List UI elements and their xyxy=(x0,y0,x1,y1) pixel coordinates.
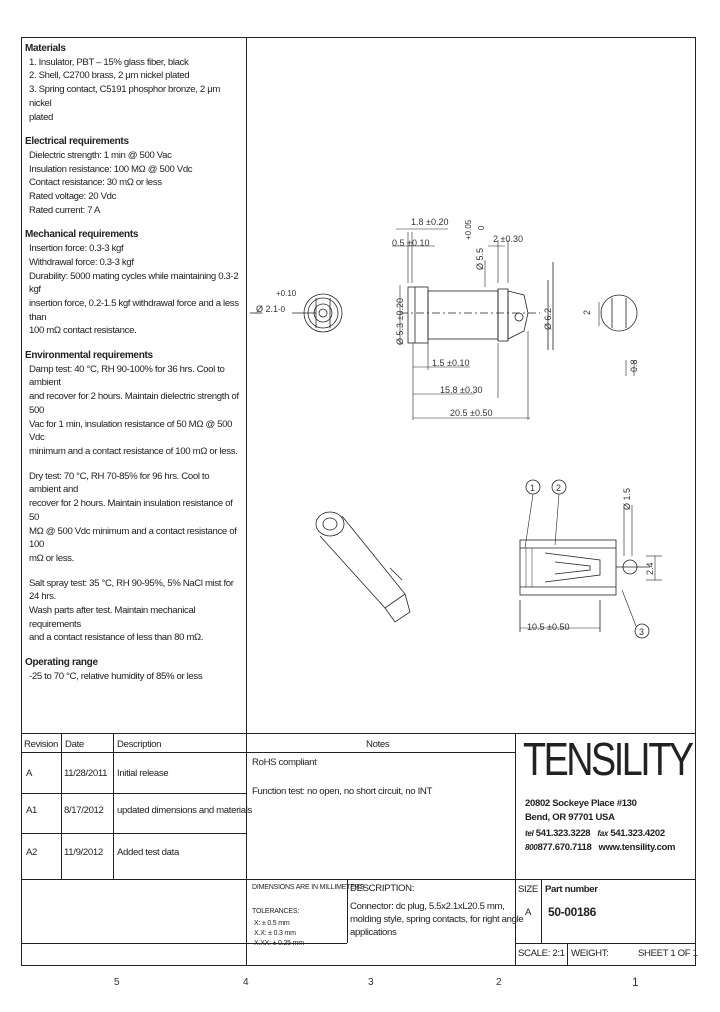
size-value: A xyxy=(525,907,532,918)
tel-label: tel xyxy=(525,829,534,838)
env-line: MΩ @ 500 Vdc minimum and a contact resistance of 100 xyxy=(29,525,237,551)
description-line: applications xyxy=(350,927,397,938)
part-number-value: 50-00186 xyxy=(548,905,596,919)
tolerance-line: X: ± 0.5 mm xyxy=(254,920,290,927)
dim-d55-tol-bot: 0 xyxy=(477,225,486,230)
revision-row-rev: A1 xyxy=(26,805,38,816)
dim-c-d15: Ø 1.5 xyxy=(622,487,632,510)
dimensions-note: DIMENSIONS ARE IN MILLIMETERS xyxy=(252,884,365,891)
fax-label: fax xyxy=(597,829,608,838)
materials-heading: Materials xyxy=(25,43,66,54)
env-line: Dry test: 70 °C, RH 70-85% for 96 hrs. Cool to ambient and xyxy=(29,470,210,496)
border-number-4: 4 xyxy=(243,977,249,988)
electrical-heading: Electrical requirements xyxy=(25,136,129,148)
company-address-line-2: Bend, OR 97701 USA xyxy=(525,812,615,823)
description-header: Description xyxy=(117,739,162,750)
dim-d53: Ø 5.3 ±0.20 xyxy=(395,298,405,345)
description-line: Connector: dc plug, 5.5x2.1xL20.5 mm, xyxy=(350,901,505,912)
revision-row-date: 8/17/2012 xyxy=(64,805,104,816)
dim-d15: 1.5 ±0.10 xyxy=(432,358,470,368)
mechanical-item: Insertion force: 0.3-3 kgf xyxy=(29,243,124,255)
env-line: Salt spray test: 35 °C, RH 90-95%, 5% NaCl mist for 24 hrs. xyxy=(29,577,234,603)
mechanical-item: Withdrawal force: 0.3-3 kgf xyxy=(29,256,134,268)
border-number-1: 1 xyxy=(632,975,639,989)
border-number-5: 5 xyxy=(114,977,120,988)
scale-value: SCALE: 2:1 xyxy=(518,948,565,959)
description-label: DESCRIPTION: xyxy=(350,883,415,894)
electrical-item: Insulation resistance: 100 MΩ @ 500 Vdc xyxy=(29,163,193,175)
mechanical-heading: Mechanical requirements xyxy=(25,229,139,241)
toll-label: 800 xyxy=(525,843,538,852)
weight-label: WEIGHT: xyxy=(571,948,609,959)
environmental-heading: Environmental requirements xyxy=(25,350,153,362)
operating-item: -25 to 70 °C, relative humidity of 85% or less xyxy=(29,670,203,682)
revision-row-rev: A2 xyxy=(26,847,38,858)
note-function-test: Function test: no open, no short circuit, no INT xyxy=(252,786,432,797)
company-logo: TENSILITY xyxy=(523,733,692,785)
part-number-label: Part number xyxy=(545,884,598,895)
company-address-line-1: 20802 Sockeye Place #130 xyxy=(525,798,637,809)
dim-d21: Ø 2.1 xyxy=(256,304,279,314)
material-item: 2. Shell, C2700 brass, 2 μm nickel plated xyxy=(29,70,190,82)
cross-section-view xyxy=(520,480,662,638)
dim-d55: Ø 5.5 xyxy=(475,247,485,270)
isometric-view xyxy=(316,512,410,622)
mechanical-item: Durability: 5000 mating cycles while maintaining 0.3-2 kgf xyxy=(29,270,239,296)
revision-row-date: 11/9/2012 xyxy=(64,847,103,858)
mechanical-item: insertion force, 0.2-1.5 kgf withdrawal force and a less than xyxy=(29,297,239,323)
dim-d158: 15.8 ±0.30 xyxy=(440,385,483,395)
callout-1: 1 xyxy=(530,483,536,493)
dim-d62: Ø 6.2 xyxy=(543,307,553,330)
env-line: and a contact resistance of less than 80 mΩ. xyxy=(29,632,204,644)
dim-d18: 1.8 ±0.20 xyxy=(411,217,449,227)
env-line: Wash parts after test. Maintain mechanical requirements xyxy=(29,605,196,630)
dim-d21-tol-bot: -0 xyxy=(278,305,286,314)
description-line: molding style, spring contacts, for right angle xyxy=(350,914,524,925)
electrical-item: Rated current: 7 A xyxy=(29,204,101,216)
material-item: plated xyxy=(29,111,54,123)
dim-d21-tol-top: +0.10 xyxy=(276,289,297,298)
fax-number: 541.323.4202 xyxy=(610,828,665,839)
dimension-labels xyxy=(114,217,655,989)
env-line: Vac for 1 min, insulation resistance of 50 MΩ @ 500 Vdc xyxy=(29,418,233,444)
notes-header: Notes xyxy=(366,739,390,750)
tolerance-line: X.XX: ± 0.25 mm xyxy=(254,940,304,947)
dim-d205: 20.5 ±0.50 xyxy=(450,408,493,418)
electrical-item: Contact resistance: 30 mΩ or less xyxy=(29,177,162,189)
revision-row-desc: Added test data xyxy=(117,847,179,858)
operating-heading: Operating range xyxy=(25,657,98,669)
mechanical-item: 100 mΩ contact resistance. xyxy=(29,325,137,337)
border-number-3: 3 xyxy=(368,977,374,988)
toll-number: 877.670.7118 xyxy=(537,842,592,853)
size-label: SIZE xyxy=(518,884,538,895)
material-item: 3. Spring contact, C5191 phosphor bronze, 2 μm nickel xyxy=(29,84,221,109)
env-line: and recover for 2 hours. Maintain dielectric strength of 500 xyxy=(29,391,239,416)
revision-row-date: 11/28/2011 xyxy=(64,768,108,779)
company-web-line xyxy=(525,842,675,853)
side-view xyxy=(400,262,553,350)
dim-c-24: 2.4 xyxy=(645,562,655,575)
electrical-item: Rated voltage: 20 Vdc xyxy=(29,191,117,203)
revision-header: Revision xyxy=(24,739,58,750)
env-line: minimum and a contact resistance of 100 mΩ or less. xyxy=(29,445,238,457)
dim-c-105: 10.5 ±0.50 xyxy=(527,622,570,632)
note-rohs: RoHS compliant xyxy=(252,757,317,768)
electrical-item: Dielectric strength: 1 min @ 500 Vac xyxy=(29,149,172,161)
dim-side-08: 0.8 xyxy=(629,359,639,372)
dim-d2: 2 ±0.30 xyxy=(493,234,523,244)
env-line: Damp test: 40 °C, RH 90-100% for 36 hrs. Cool to ambient xyxy=(29,363,225,389)
revision-row-desc: updated dimensions and materials xyxy=(117,805,252,816)
sheet-value: SHEET 1 OF 1 xyxy=(638,948,698,959)
tel-number: 541.323.3228 xyxy=(535,828,591,839)
revision-row-rev: A xyxy=(26,768,33,779)
dim-side-2: 2 xyxy=(582,309,592,315)
env-line: recover for 2 hours. Maintain insulation resistance of 50 xyxy=(29,498,233,523)
dim-d55-tol-top: +0.05 xyxy=(464,219,473,240)
tolerance-line: X.X: ± 0.3 mm xyxy=(254,930,296,937)
callout-2: 2 xyxy=(556,483,562,493)
tolerances-label: TOLERANCES: xyxy=(252,908,300,915)
website-link[interactable]: www.tensility.com xyxy=(598,842,676,853)
material-item: 1. Insulator, PBT – 15% glass fiber, black xyxy=(29,56,189,68)
revision-row-desc: Initial release xyxy=(117,768,169,779)
date-header: Date xyxy=(65,739,84,750)
company-phone-line xyxy=(525,828,665,839)
dim-d05: 0.5 ±0.10 xyxy=(392,238,430,248)
border-number-2: 2 xyxy=(496,977,502,988)
env-line: mΩ or less. xyxy=(29,552,74,564)
callout-3: 3 xyxy=(639,627,645,637)
